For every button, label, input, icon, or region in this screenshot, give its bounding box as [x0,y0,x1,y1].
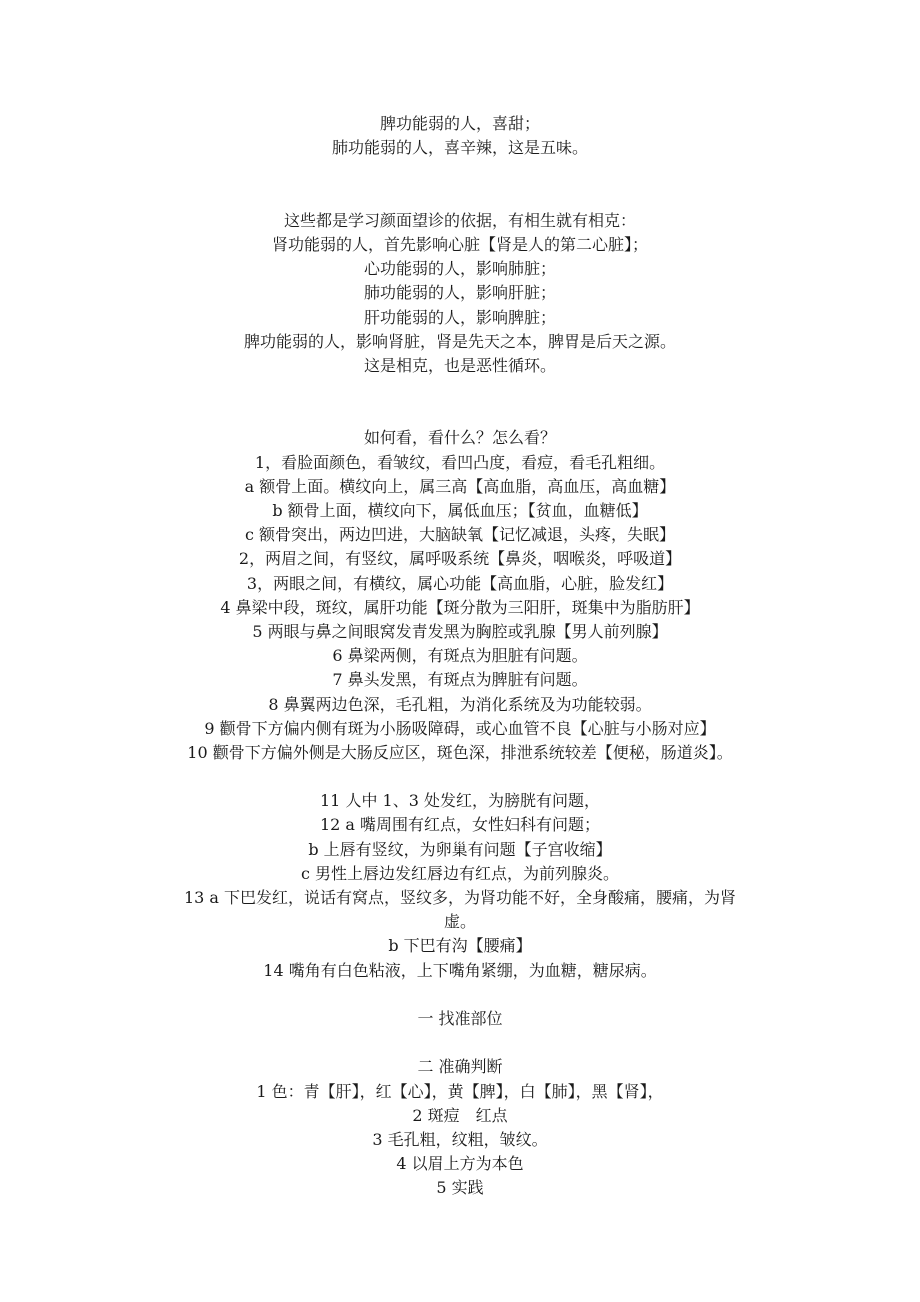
text-line: 心功能弱的人，影响肺脏； [363,259,556,279]
text-line: 4 以眉上方为本色 [396,1154,524,1174]
section-heading: 一 找准部位 [417,1008,503,1028]
blank-line [0,185,920,209]
text-line: c 额骨突出，两边凹进，大脑缺氧【记忆减退，头疼，失眠】 [244,525,676,545]
text-line: 2，两眉之间，有竖纹，属呼吸系统【鼻炎，咽喉炎，呼吸道】 [238,549,682,569]
text-line: 13 a 下巴发红，说话有窝点，竖纹多，为肾功能不好，全身酸痛，腰痛，为肾 [183,888,737,907]
blank-line [0,765,920,789]
text-line: 3，两眼之间，有横纹，属心功能【高血脂，心脏，脸发红】 [246,573,674,593]
text-line: 9 颧骨下方偏内侧有斑为小肠吸障碍，或心血管不良【心脏与小肠对应】 [204,718,716,738]
text-line: 14 嘴角有白色粘液，上下嘴角紧绷，为血糖，糖尿病。 [263,960,657,980]
text-line: 肺功能弱的人，喜辛辣，这是五味。 [331,138,588,158]
text-line: 肝功能弱的人，影响脾脏； [363,307,556,327]
section-heading: 二 准确判断 [417,1057,503,1077]
blank-line [0,402,920,426]
text-line: 脾功能弱的人，影响肾脏，肾是先天之本，脾胃是后天之源。 [243,331,676,351]
text-line: 8 鼻翼两边色深，毛孔粗，为消化系统及为功能较弱。 [268,694,652,714]
text-line: 脾功能弱的人，喜甜； [379,114,540,133]
text-line: b 上唇有竖纹，为卵巢有问题【子宫收缩】 [308,839,612,859]
text-line: 6 鼻梁两侧，有斑点为胆脏有问题。 [332,646,588,666]
blank-line [0,983,920,1007]
text-line: a 额骨上面。横纹向上，属三高【高血脂，高血压，高血糖】 [244,476,676,496]
text-line: 10 颧骨下方偏外侧是大肠反应区，斑色深，排泄系统较差【便秘，肠道炎】。 [187,742,733,762]
text-line: 肾功能弱的人，首先影响心脏【肾是人的第二心脏】； [271,234,648,254]
text-line: 虚。 [443,912,476,932]
text-line: 这是相克，也是恶性循环。 [363,355,556,375]
text-line: 11 人中 1、3 处发红，为膀胱有问题， [320,791,600,811]
text-line: b 下巴有沟【腰痛】 [388,936,532,956]
text-line: 5 两眼与鼻之间眼窝发青发黑为胸腔或乳腺【男人前列腺】 [252,621,668,641]
text-line: 如何看，看什么？怎么看？ [363,428,556,448]
text-line: 4 鼻梁中段，斑纹，属肝功能【斑分散为三阳肝，斑集中为脂肪肝】 [220,597,700,617]
text-line: 肺功能弱的人，影响肝脏； [363,283,556,303]
text-line: 7 鼻头发黑，有斑点为脾脏有问题。 [332,670,588,690]
blank-line [0,1031,920,1055]
text-line: 5 实践 [436,1178,484,1198]
blank-line [0,378,920,402]
text-line: 3 毛孔粗，纹粗，皱纹。 [372,1129,548,1149]
text-line: 1，看脸面颜色，看皱纹，看凹凸度，看痘，看毛孔粗细。 [254,452,666,472]
text-line: c 男性上唇边发红唇边有红点，为前列腺炎。 [300,863,620,883]
text-line: 2 斑痘 红点 [412,1105,508,1125]
text-line: 这些都是学习颜面望诊的依据，有相生就有相克： [283,210,636,230]
text-line: b 额骨上面，横纹向下，属低血压；【贫血，血糖低】 [272,501,648,520]
document-page [0,112,920,1200]
blank-line [0,160,920,184]
text-line: 12 a 嘴周围有红点，女性妇科有问题； [319,815,601,835]
text-line: 1 色：青【肝】，红【心】，黄【脾】，白【肺】，黑【肾】， [256,1081,664,1101]
